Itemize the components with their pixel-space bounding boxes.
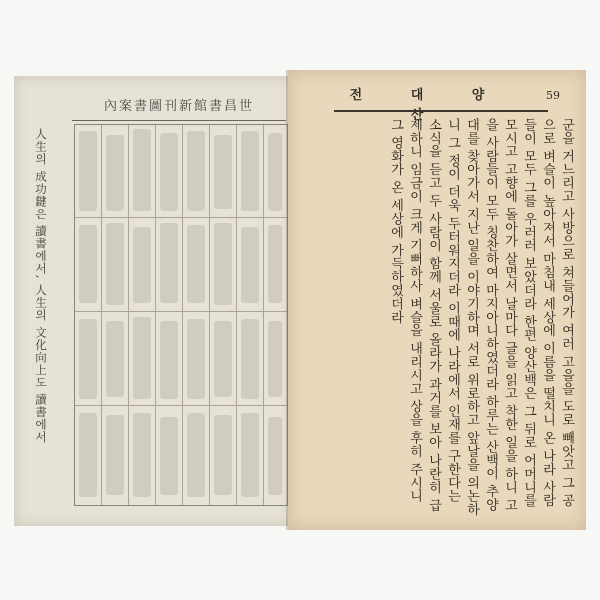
- catalog-column-rule: [209, 125, 210, 505]
- catalog-print-block: [160, 133, 178, 211]
- catalog-column-rule: [155, 125, 156, 505]
- catalog-column-rule: [236, 125, 237, 505]
- catalog-print-block: [133, 317, 151, 399]
- catalog-print-block: [106, 135, 124, 211]
- catalog-print-block: [268, 321, 282, 397]
- catalog-print-block: [187, 225, 205, 303]
- catalog-print-block: [241, 319, 259, 399]
- catalog-print-block: [241, 227, 259, 303]
- running-head-title: 전 대 양 산: [349, 88, 507, 123]
- catalog-print-block: [268, 133, 282, 211]
- catalog-column-rule: [128, 125, 129, 505]
- catalog-print-block: [106, 223, 124, 305]
- catalog-print-block: [79, 413, 97, 497]
- catalog-print-block: [106, 321, 124, 397]
- catalog-print-block: [160, 321, 178, 399]
- catalog-print-block: [214, 223, 232, 305]
- left-page-catalog: [14, 76, 294, 526]
- right-page-text: [288, 70, 586, 530]
- catalog-column-rule: [263, 125, 264, 505]
- catalog-print-block: [241, 413, 259, 497]
- catalog-print-block: [133, 129, 151, 211]
- catalog-print-block: [187, 319, 205, 399]
- catalog-print-block: [133, 227, 151, 303]
- catalog-column-rule: [182, 125, 183, 505]
- reading-slogan: 人生의 成功鍵은 讀書에서, 人生의 文化向上도 讀書에서: [34, 128, 48, 444]
- page-number: 59: [546, 89, 560, 102]
- catalog-row-rule: [75, 405, 287, 406]
- catalog-header: 內案書圖刊新館書昌世: [103, 99, 254, 114]
- catalog-print-block: [214, 321, 232, 397]
- vertical-body-text: 군을 거느리고 사방으로 쳐들어가 여러 고을을 도로 빼앗고 그 공으로 벼슬이 높아져서 마침내 세상에 이름을 떨치니 온 나라 사람들이 모두 그를 우러러 보았더라 한편 양산백은 그 뒤로 어머니를 모시고 고향에 돌아가 살면서 날마다 글을 읽고 착한 일을 하니 고을 사람들이 모두 칭찬하여 마지아니하였더라 하루는 산백이 추양대를 찾아가서 지난 일을 이야기하며 서로 위로하고 앞날을 의논하니 그 정이 더욱 두터워지더라 이때에 나라에서 인재를 구한다는 소식을 듣고 두 사람이 함께 서울로 올라가 과거를 보아 나란히 급제하니 임금이 크게 기뻐하사 벼슬을 내리시고 상을 후히 주시니 그 영화가 온 세상에 가득하였더라: [388, 118, 574, 517]
- catalog-print-block: [187, 131, 205, 211]
- catalog-print-block: [160, 417, 178, 495]
- catalog-column-rule: [101, 125, 102, 505]
- catalog-print-block: [187, 413, 205, 497]
- catalog-print-block: [79, 225, 97, 303]
- catalog-print-block: [133, 413, 151, 497]
- catalog-print-block: [79, 131, 97, 211]
- catalog-print-block: [214, 135, 232, 209]
- catalog-print-block: [268, 417, 282, 495]
- catalog-row-rule: [75, 217, 287, 218]
- catalog-print-block: [241, 131, 259, 211]
- catalog-print-block: [79, 319, 97, 399]
- catalog-table: [74, 124, 288, 506]
- running-head-rule: [334, 110, 548, 112]
- catalog-print-block: [214, 415, 232, 495]
- catalog-print-block: [160, 223, 178, 303]
- catalog-row-rule: [75, 311, 287, 312]
- header-rule: [72, 120, 286, 121]
- catalog-print-block: [268, 225, 282, 303]
- catalog-print-block: [106, 415, 124, 495]
